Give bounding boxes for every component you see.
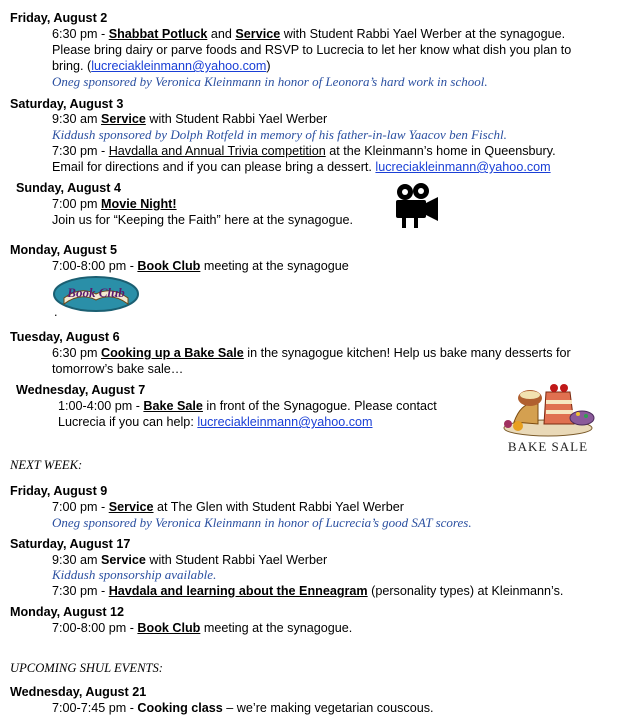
sat-aug-17-line-3: [52, 583, 563, 599]
fri-aug-2-line-2: Please bring dairy or parve foods and RSVP to Lucrecia to let her know what dish you plan to: [52, 43, 572, 57]
event-movie-night: Movie Night!: [101, 197, 177, 211]
wed-aug-21-line-1: [52, 700, 434, 716]
day-heading-wed-aug-7: Wednesday, August 7: [16, 383, 146, 397]
event-time: 9:30 am: [52, 553, 102, 567]
text: Email for directions and if you can please bring a dessert.: [52, 160, 376, 174]
day-heading-mon-aug-5: Monday, August 5: [10, 243, 118, 257]
day-heading-sat-aug-3: Saturday, August 3: [10, 97, 124, 111]
event-service: Service: [101, 112, 146, 126]
event-shabbat-potluck: Shabbat Potluck: [108, 27, 208, 41]
text: – we’re making vegetarian couscous.: [222, 701, 434, 715]
kiddush-sponsor-note: Kiddush sponsorship available.: [52, 567, 217, 582]
text: with Student Rabbi Yael Werber: [145, 553, 328, 567]
text: and: [207, 27, 236, 41]
event-havdalla-trivia: Havdalla and Annual Trivia competition: [108, 144, 326, 158]
sat-aug-17-line-1: [52, 552, 327, 568]
event-service: Service: [235, 27, 281, 41]
sun-aug-4-line-1: [52, 196, 177, 212]
bake-sale-picture-caption: BAKE SALE: [507, 439, 589, 454]
email-link[interactable]: lucreciakleinmann@yahoo.com: [197, 415, 373, 429]
wed-aug-7-line-2: [58, 414, 373, 430]
day-heading-tue-aug-6: Tuesday, August 6: [10, 330, 120, 344]
event-time: 7:00-8:00 pm -: [52, 259, 138, 273]
next-week-header: NEXT WEEK:: [10, 458, 83, 472]
text: ): [266, 59, 271, 73]
text: bring. (: [52, 59, 92, 73]
text: in the synagogue kitchen! Help us bake many desserts for: [243, 346, 571, 360]
oneg-sponsor-note: Oneg sponsored by Veronica Kleinmann in honor of Leonora’s hard work in school.: [52, 74, 488, 89]
fri-aug-2-line-3: [52, 58, 271, 74]
event-time: 7:30 pm -: [52, 144, 109, 158]
tue-aug-6-line-1: [52, 345, 571, 361]
fri-aug-2-line-1: [52, 26, 565, 42]
event-time: 9:30 am: [52, 112, 102, 126]
day-heading-fri-aug-9: Friday, August 9: [10, 484, 108, 498]
fri-aug-9-line-1: [52, 499, 404, 515]
event-time: 7:00 pm -: [52, 500, 109, 514]
day-heading-sat-aug-17: Saturday, August 17: [10, 537, 131, 551]
book-club-logo-text: Book Club: [67, 285, 125, 300]
tue-aug-6-line-2: tomorrow’s bake sale…: [52, 362, 184, 376]
event-book-club: Book Club: [137, 621, 201, 635]
text: (personality types) at Kleinmann’s.: [367, 584, 564, 598]
sat-aug-3-line-3: [52, 143, 556, 159]
day-heading-mon-aug-12: Monday, August 12: [10, 605, 125, 619]
upcoming-events-header: UPCOMING SHUL EVENTS:: [10, 661, 163, 675]
bake-sale-picture: [494, 378, 602, 456]
event-book-club: Book Club: [137, 259, 201, 273]
event-service: Service: [108, 500, 154, 514]
sat-aug-3-line-4: [52, 159, 551, 175]
day-heading-wed-aug-21: Wednesday, August 21: [10, 685, 147, 699]
event-bake-sale: Bake Sale: [143, 399, 203, 413]
event-time: 6:30 pm -: [52, 27, 109, 41]
text: meeting at the synagogue.: [200, 621, 353, 635]
email-link[interactable]: lucreciakleinmann@yahoo.com: [91, 59, 267, 73]
event-time: 6:30 pm: [52, 346, 102, 360]
mon-aug-12-line-1: [52, 620, 352, 636]
book-club-logo: [52, 274, 140, 314]
text: in front of the Synagogue. Please contact: [202, 399, 437, 413]
mon-aug-5-line-1: [52, 258, 349, 274]
kiddush-sponsor-note: Kiddush sponsored by Dolph Rotfeld in memory of his father-in-law Yaacov ben Fischl.: [52, 127, 507, 142]
event-cooking-class: Cooking class: [137, 701, 223, 715]
event-time: 1:00-4:00 pm -: [58, 399, 144, 413]
sat-aug-3-line-1: [52, 111, 327, 127]
day-heading-fri-aug-2: Friday, August 2: [10, 11, 108, 25]
sun-aug-4-line-2: Join us for “Keeping the Faith” here at the synagogue.: [52, 213, 354, 227]
text: with Student Rabbi Yael Werber at the synagogue.: [280, 27, 566, 41]
text: at The Glen with Student Rabbi Yael Werber: [153, 500, 404, 514]
event-service: Service: [101, 553, 146, 567]
stray-period: .: [54, 305, 58, 319]
oneg-sponsor-note: Oneg sponsored by Veronica Kleinmann in honor of Lucrecia’s good SAT scores.: [52, 515, 472, 530]
text: at the Kleinmann’s home in Queensbury.: [325, 144, 556, 158]
movie-camera-icon: [392, 182, 440, 228]
event-time: 7:00-8:00 pm -: [52, 621, 138, 635]
event-time: 7:00 pm: [52, 197, 102, 211]
wed-aug-7-line-1: [58, 398, 437, 414]
email-link[interactable]: lucreciakleinmann@yahoo.com: [375, 160, 551, 174]
event-time: 7:30 pm -: [52, 584, 109, 598]
day-heading-sun-aug-4: Sunday, August 4: [16, 181, 121, 195]
text: meeting at the synagogue: [200, 259, 349, 273]
text: with Student Rabbi Yael Werber: [145, 112, 328, 126]
text: Lucrecia if you can help:: [58, 415, 198, 429]
event-time: 7:00-7:45 pm -: [52, 701, 138, 715]
event-cooking-bake-sale: Cooking up a Bake Sale: [101, 346, 244, 360]
event-havdala-enneagram: Havdala and learning about the Enneagram: [108, 584, 368, 598]
